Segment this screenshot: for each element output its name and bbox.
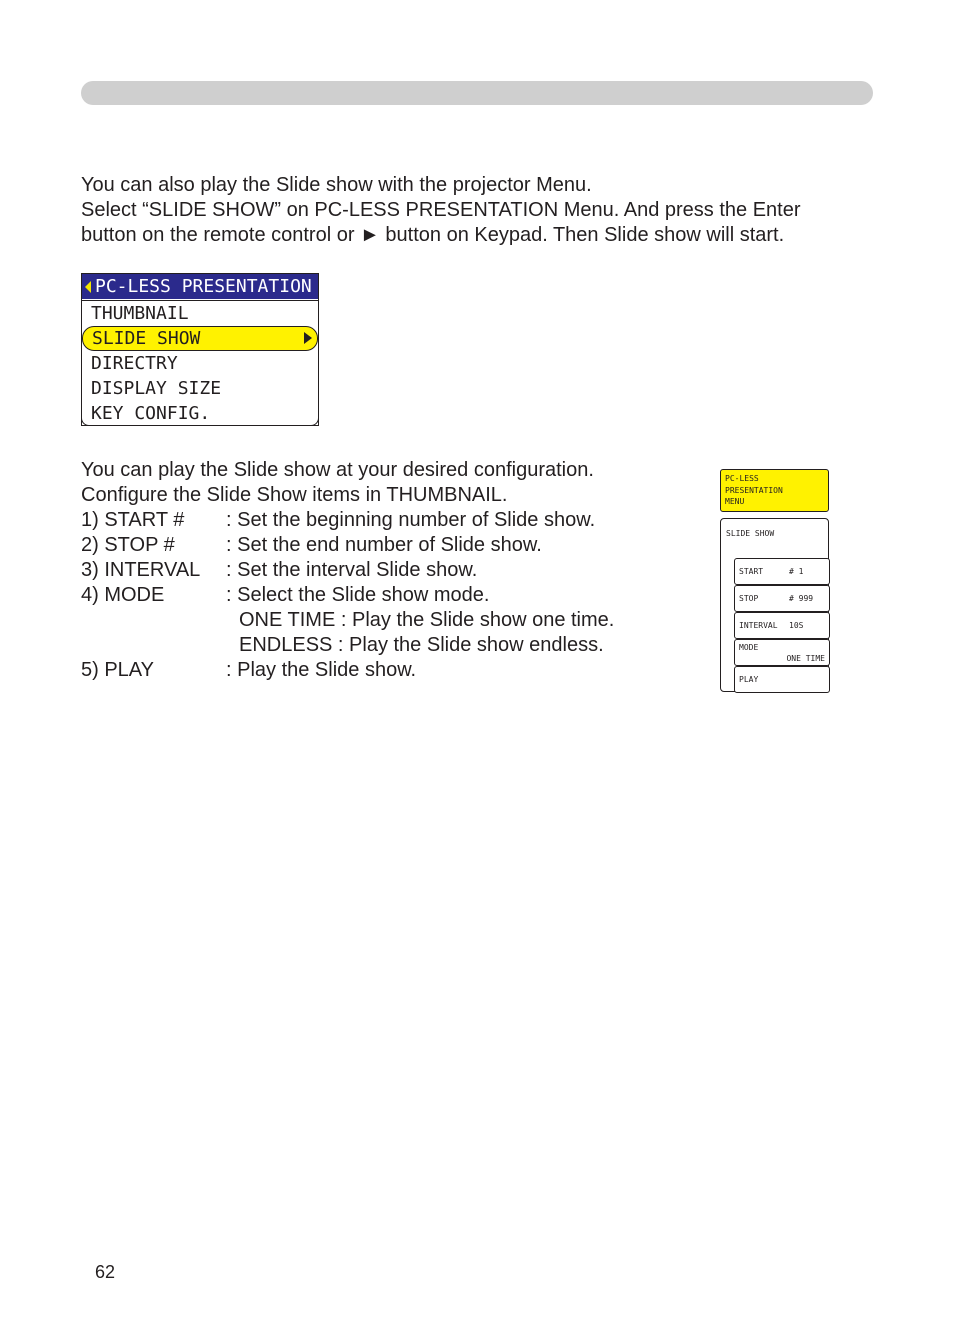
mini-interval-button[interactable] xyxy=(734,612,830,639)
menu-title-bar xyxy=(82,274,318,299)
mini-slide-show-panel xyxy=(720,518,829,692)
menu-item-display-size[interactable] xyxy=(82,376,318,401)
mini-button-value: # 999 xyxy=(789,594,814,603)
step-sub-description: ONE TIME : Play the Slide show one time. xyxy=(239,609,615,631)
step-description: : Set the end number of Slide show. xyxy=(226,534,542,556)
menu-item-label: DIRECTRY xyxy=(91,353,178,374)
config-line: Configure the Slide Show items in THUMBNAIL. xyxy=(81,484,508,506)
step-label: 2) STOP # xyxy=(81,534,175,556)
menu-item-label: SLIDE SHOW xyxy=(92,328,201,349)
step-sub-description: ENDLESS : Play the Slide show endless. xyxy=(239,634,604,656)
mini-button-label: STOP xyxy=(739,594,759,603)
mini-button-label: PLAY xyxy=(739,675,759,684)
step-description: : Set the interval Slide show. xyxy=(226,559,478,581)
config-line: You can play the Slide show at your desired configuration. xyxy=(81,459,594,481)
step-label: 4) MODE xyxy=(81,584,165,606)
intro-line: button on the remote control or ► button on Keypad. Then Slide show will start. xyxy=(81,224,785,246)
config-paragraph xyxy=(81,458,594,508)
mini-stop-button[interactable] xyxy=(734,585,830,612)
back-arrow-icon[interactable] xyxy=(85,281,91,293)
mini-header-line: PC-LESS xyxy=(725,474,759,483)
mini-button-label: START xyxy=(739,567,764,576)
intro-line: You can also play the Slide show with the projector Menu. xyxy=(81,174,592,196)
mini-button-value: 10S xyxy=(789,621,804,630)
mini-header-line: PRESENTATION xyxy=(725,485,783,495)
step-description: : Select the Slide show mode. xyxy=(226,584,490,606)
mini-button-value: ONE TIME xyxy=(786,654,825,663)
intro-line: Select “SLIDE SHOW” on PC-LESS PRESENTATION Menu. And press the Enter xyxy=(81,199,801,221)
menu-item-key-config[interactable] xyxy=(82,401,318,426)
mini-button-label: INTERVAL xyxy=(739,621,778,630)
section-header-bar xyxy=(81,81,873,105)
mini-menu-header xyxy=(720,469,829,512)
menu-item-label: DISPLAY SIZE xyxy=(91,378,222,399)
mini-header-line: MENU xyxy=(725,497,745,506)
menu-title: PC-LESS PRESENTATION xyxy=(95,276,312,297)
intro-paragraph xyxy=(81,173,801,248)
mini-start-button[interactable] xyxy=(734,558,830,585)
mini-button-label: MODE xyxy=(739,643,759,652)
step-description: : Set the beginning number of Slide show. xyxy=(226,509,596,531)
menu-item-label: THUMBNAIL xyxy=(91,303,189,324)
mini-mode-button[interactable] xyxy=(734,639,830,666)
step-label: 1) START # xyxy=(81,509,185,531)
menu-item-thumbnail[interactable] xyxy=(82,301,318,326)
step-label: 3) INTERVAL xyxy=(81,559,201,581)
mini-play-button[interactable] xyxy=(734,666,830,693)
step-label: 5) PLAY xyxy=(81,659,154,681)
menu-item-slide-show[interactable] xyxy=(82,326,318,351)
menu-item-label: KEY CONFIG. xyxy=(91,403,211,424)
mini-button-value: # 1 xyxy=(789,567,804,576)
page-number: 62 xyxy=(95,1262,116,1282)
step-description: : Play the Slide show. xyxy=(226,659,417,681)
pc-less-presentation-menu xyxy=(81,273,319,426)
menu-list xyxy=(81,300,319,426)
forward-arrow-icon xyxy=(304,332,312,344)
menu-item-directry[interactable] xyxy=(82,351,318,376)
mini-panel-title: SLIDE SHOW xyxy=(726,529,775,538)
